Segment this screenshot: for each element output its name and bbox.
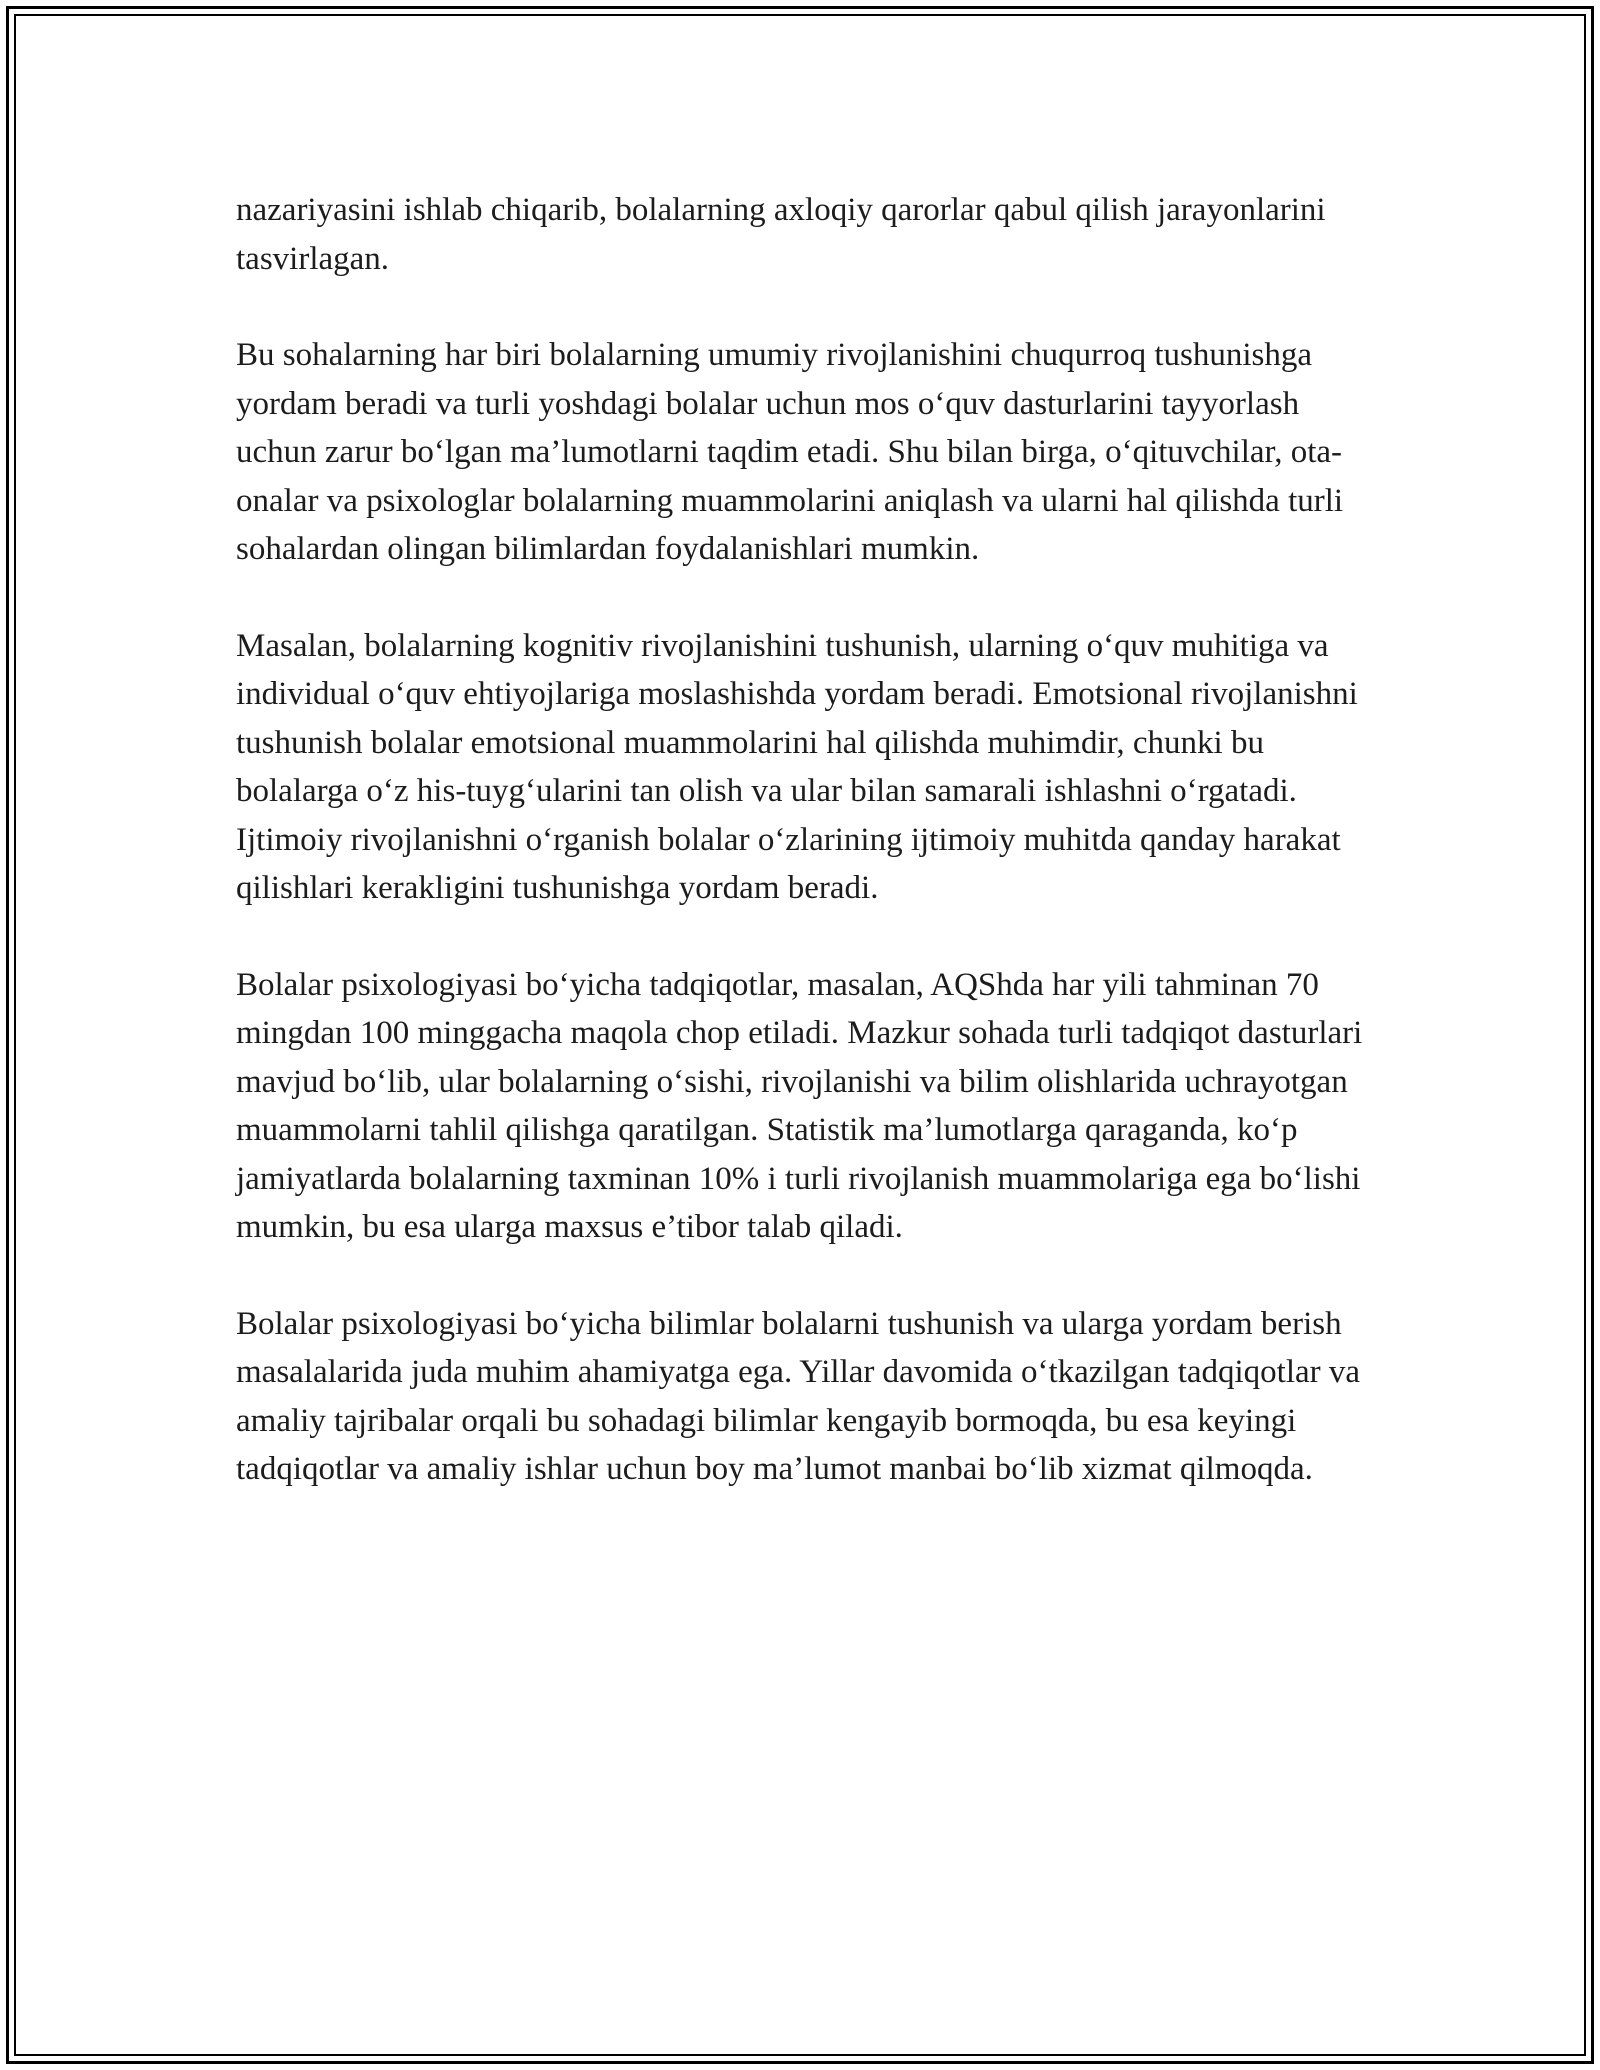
paragraph-1: nazariyasini ishlab chiqarib, bolalarning axloqiy qarorlar qabul qilish jarayonlarini tasvirlagan.: [236, 192, 1326, 277]
paragraph-5: Bolalar psixologiyasi bo‘yicha bilimlar bolalarni tushunish va ularga yordam berish masalalarida juda muhim ahamiyatga ega. Yillar davomida o‘tkazilgan tadqiqotlar va amaliy tajribalar orqali bu sohadagi bilimlar kengayib bormoqda, bu esa keyingi tadqiqotlar va amaliy ishlar uchun boy ma’lumot manbai bo‘lib xizmat qilmoqda.: [236, 1305, 1361, 1487]
paragraph-2: Bu sohalarning har biri bolalarning umumiy rivojlanishini chuqurroq tushunishga yordam beradi va turli yoshdagi bolalar uchun mos o‘quv dasturlarini tayyorlash uchun zarur bo‘lgan ma’lumotlarni taqdim etadi. Shu bilan birga, o‘qituvchilar, ota-onalar va psixologlar bolalarning muammolarini aniqlash va ularni hal qilishda turli sohalardan olingan bilimlardan foydalanishlari mumkin.: [236, 337, 1344, 567]
document-body: [236, 186, 1376, 1542]
paragraph-4: Bolalar psixologiyasi bo‘yicha tadqiqotlar, masalan, AQShda har yili tahminan 70 mingdan 100 minggacha maqola chop etiladi. Mazkur sohada turli tadqiqot dasturlari mavjud bo‘lib, ular bolalarning o‘sishi, rivojlanishi va bilim olishlarida uchrayotgan muammolarni tahlil qilishga qaratilgan. Statistik ma’lumotlarga qaraganda, ko‘p jamiyatlarda bolalarning taxminan 10% i turli rivojlanish muammolariga ega bo‘lishi mumkin, bu esa ularga maxsus e’tibor talab qiladi.: [236, 966, 1363, 1245]
paragraph-3: Masalan, bolalarning kognitiv rivojlanishini tushunish, ularning o‘quv muhitiga va individual o‘quv ehtiyojlariga moslashishda yordam beradi. Emotsional rivojlanishni tushunish bolalar emotsional muammolarini hal qilishda muhimdir, chunki bu bolalarga o‘z his-tuyg‘ularini tan olish va ular bilan samarali ishlashni o‘rgatadi. Ijtimoiy rivojlanishni o‘rganish bolalar o‘zlarining ijtimoiy muhitda qanday harakat qilishlari kerakligini tushunishga yordam beradi.: [236, 627, 1358, 906]
